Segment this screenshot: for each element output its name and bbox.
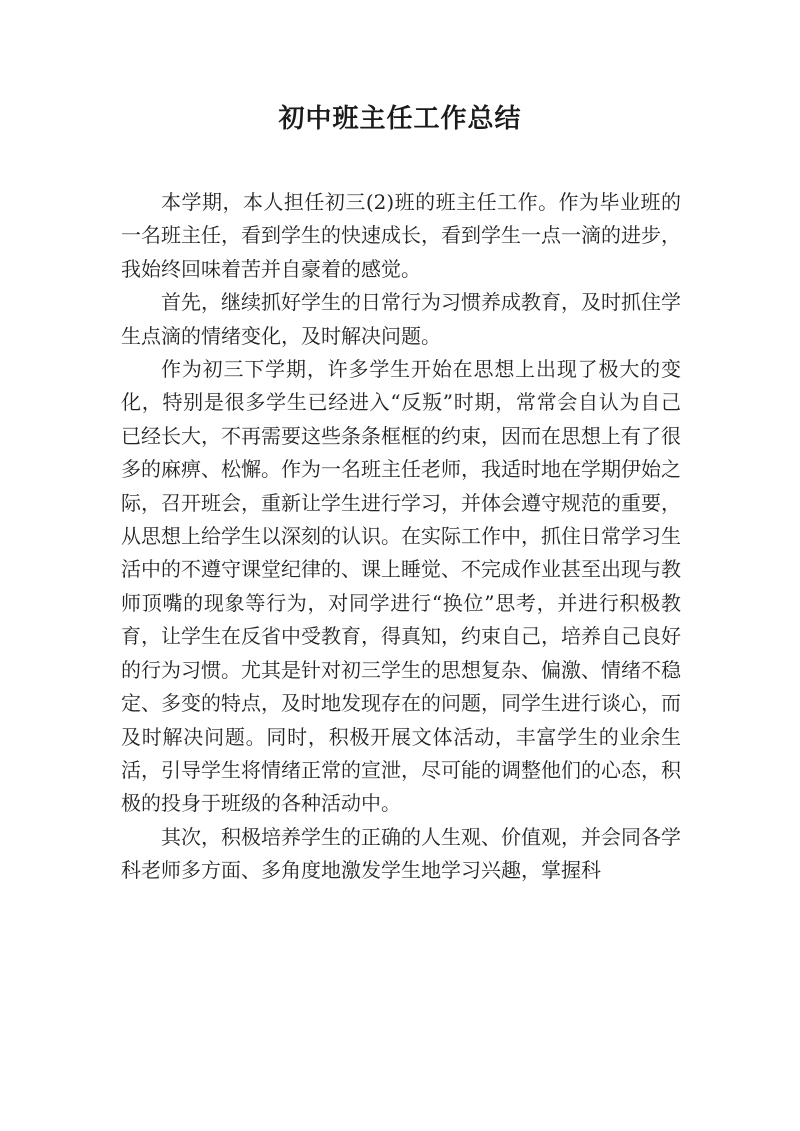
paragraph-second: 其次，积极培养学生的正确的人生观、价值观，并会同各学科老师多方面、多角度地激发学生地学习兴趣，掌握科 — [121, 824, 681, 883]
paragraph-first: 首先，继续抓好学生的日常行为习惯养成教育，及时抓住学生点滴的情绪变化，及时解决问题。 — [121, 290, 681, 348]
document-title: 初中班主任工作总结 — [278, 104, 522, 134]
document-body — [121, 186, 681, 888]
paragraph-intro: 本学期，本人担任初三(2)班的班主任工作。作为毕业班的一名班主任，看到学生的快速成长，看到学生一点一滴的进步，我始终回味着苦并自豪着的感觉。 — [121, 190, 681, 281]
paragraph-main: 作为初三下学期，许多学生开始在思想上出现了极大的变化，特别是很多学生已经进入“反叛”时期，常常会自认为自己已经长大，不再需要这些条条框框的约束，因而在思想上有了很多的麻痹、松懈。作为一名班主任老师，我适时地在学期伊始之际，召开班会，重新让学生进行学习，并体会遵守规范的重要，从思想上给学生以深刻的认识。在实际工作中，抓住日常学习生活中的不遵守课堂纪律的、课上睡觉、不完成作业甚至出现与教师顶嘴的现象等行为，对同学进行“换位”思考，并进行积极教育，让学生在反省中受教育，得真知，约束自己，培养自己良好的行为习惯。尤其是针对初三学生的思想复杂、偏激、情绪不稳定、多变的特点，及时地发现存在的问题，同学生进行谈心，而及时解决问题。同时，积极开展文体活动，丰富学生的业余生活，引导学生将情绪正常的宣泄，尽可能的调整他们的心态，积极的投身于班级的各种活动中。 — [121, 357, 681, 816]
